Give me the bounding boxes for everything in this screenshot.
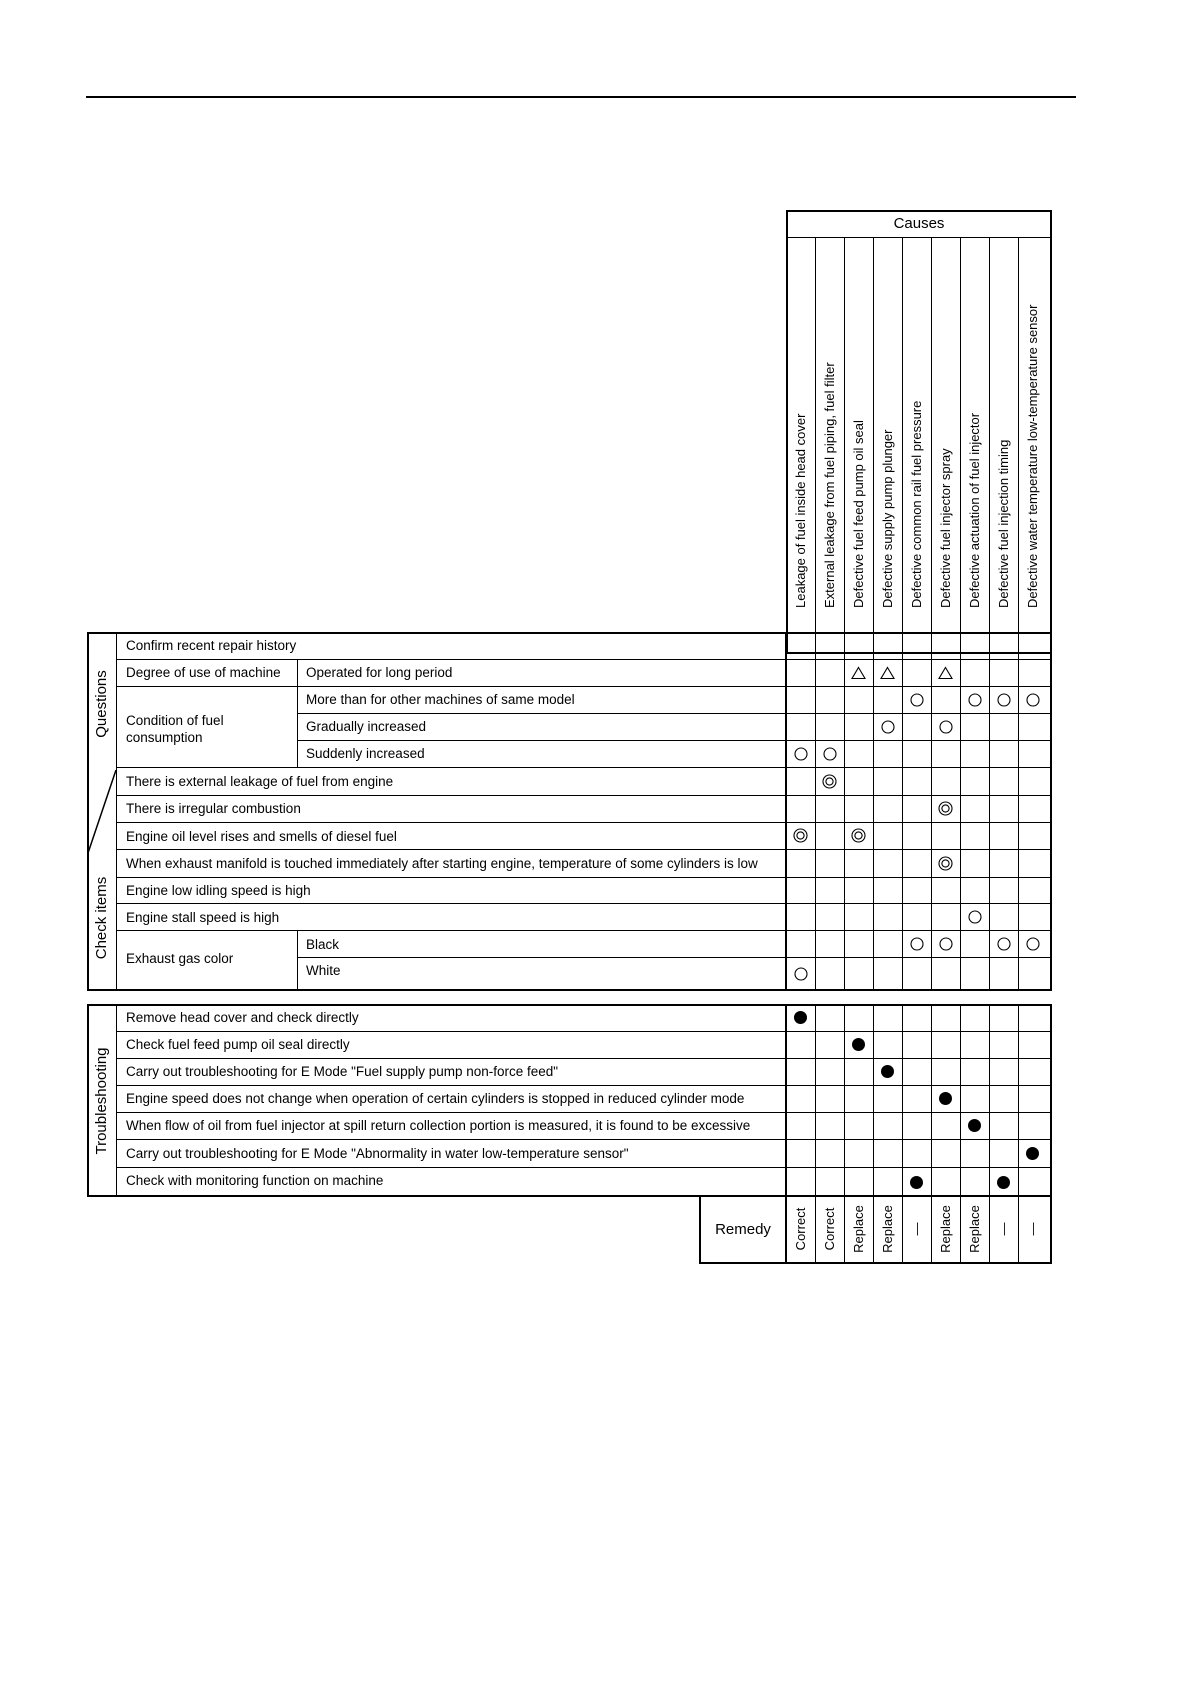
cause-label-5: Defective common rail fuel pressure bbox=[908, 400, 924, 608]
row-label-external-leakage: There is external leakage of fuel from engine bbox=[126, 774, 394, 789]
upper-circle-mark bbox=[960, 686, 989, 713]
ts-label-remove-head-cover: Remove head cover and check directly bbox=[126, 1010, 359, 1025]
upper-circle-mark bbox=[902, 930, 931, 957]
group-subcolumn-divider bbox=[297, 930, 298, 991]
row-label-more-than-other-machines: More than for other machines of same model bbox=[306, 692, 575, 707]
remedy-label-5: — bbox=[908, 1222, 924, 1236]
troubleshooting-row-divider bbox=[116, 1139, 1052, 1140]
row-label-black: Black bbox=[306, 937, 340, 952]
upper-circle-mark bbox=[873, 713, 902, 740]
troubleshooting-dot-mark bbox=[989, 1167, 1018, 1197]
ts-label-check-oil-seal: Check fuel feed pump oil seal directly bbox=[126, 1037, 350, 1052]
remedy-title: Remedy bbox=[715, 1221, 771, 1238]
remedy-label-4: Replace bbox=[879, 1205, 895, 1253]
upper-circle-mark bbox=[989, 686, 1018, 713]
troubleshooting-section-label: Troubleshooting bbox=[93, 1047, 110, 1155]
upper-row-divider bbox=[297, 740, 1052, 741]
upper-row-divider bbox=[116, 903, 1052, 904]
cause-label-1: Leakage of fuel inside head cover bbox=[792, 413, 808, 608]
cause-label-9: Defective water temperature low-temperature sensor bbox=[1024, 304, 1040, 608]
upper-row-divider bbox=[116, 877, 1052, 878]
cause-label-8: Defective fuel injection timing bbox=[995, 439, 1011, 608]
troubleshooting-dot-mark bbox=[873, 1058, 902, 1085]
troubleshooting-row-divider bbox=[116, 1031, 1052, 1032]
cause-column-divider bbox=[902, 237, 903, 654]
upper-double-mark bbox=[931, 849, 960, 877]
row-label-oil-level-rises: Engine oil level rises and smells of diesel fuel bbox=[126, 829, 397, 844]
troubleshooting-column-divider bbox=[815, 1004, 816, 1264]
upper-double-mark bbox=[931, 795, 960, 822]
troubleshooting-row-divider bbox=[116, 1058, 1052, 1059]
row-label-operated-long-period: Operated for long period bbox=[306, 665, 453, 680]
group-label-exhaust-gas-color: Exhaust gas color bbox=[126, 951, 234, 966]
remedy-label-3: Replace bbox=[850, 1205, 866, 1253]
ts-label-water-low-temp-sensor: Carry out troubleshooting for E Mode "Abnormality in water low-temperature sensor" bbox=[126, 1146, 629, 1161]
causes-title: Causes bbox=[893, 215, 945, 232]
troubleshooting-row-divider bbox=[116, 1112, 1052, 1113]
cause-label-4: Defective supply pump plunger bbox=[879, 429, 895, 608]
troubleshooting-label-column-divider bbox=[785, 1004, 787, 1197]
upper-double-mark bbox=[844, 822, 873, 849]
upper-circle-mark bbox=[815, 740, 844, 767]
upper-circle-mark bbox=[902, 686, 931, 713]
row-label-repair-history: Confirm recent repair history bbox=[126, 638, 297, 653]
upper-double-mark bbox=[786, 822, 815, 849]
header-rule bbox=[86, 96, 1076, 98]
upper-row-divider bbox=[297, 957, 1052, 958]
row-label-low-idling-high: Engine low idling speed is high bbox=[126, 883, 311, 898]
troubleshooting-dot-mark bbox=[902, 1167, 931, 1197]
row-label-suddenly-increased: Suddenly increased bbox=[306, 746, 425, 761]
upper-row-divider bbox=[116, 659, 1052, 660]
remedy-label-2: Correct bbox=[821, 1207, 837, 1251]
upper-circle-mark bbox=[1018, 930, 1047, 957]
upper-circle-mark bbox=[786, 740, 815, 767]
upper-circle-mark bbox=[931, 930, 960, 957]
troubleshooting-column-divider bbox=[902, 1004, 903, 1264]
troubleshooting-dot-mark bbox=[786, 1004, 815, 1031]
ts-label-supply-pump-non-force-feed: Carry out troubleshooting for E Mode "Fuel supply pump non-force feed" bbox=[126, 1064, 559, 1079]
row-label-irregular-combustion: There is irregular combustion bbox=[126, 801, 301, 816]
remedy-label-7: Replace bbox=[966, 1205, 982, 1253]
troubleshooting-row-divider bbox=[116, 1085, 1052, 1086]
upper-circle-mark bbox=[786, 957, 815, 991]
cause-column-divider bbox=[960, 237, 961, 654]
remedy-label-6: Replace bbox=[937, 1205, 953, 1253]
upper-circle-mark bbox=[1018, 686, 1047, 713]
ts-label-spill-return-flow: When flow of oil from fuel injector at spill return collection portion is measured, it is found to be excessive bbox=[126, 1118, 751, 1133]
row-label-white: White bbox=[306, 963, 341, 978]
troubleshooting-column-divider bbox=[1018, 1004, 1019, 1264]
cause-label-2: External leakage from fuel piping, fuel filter bbox=[821, 362, 837, 608]
group-label-degree-of-use: Degree of use of machine bbox=[126, 665, 281, 680]
upper-row-divider bbox=[116, 822, 1052, 823]
troubleshooting-column-divider bbox=[931, 1004, 932, 1264]
upper-triangle-mark bbox=[931, 659, 960, 686]
upper-row-divider bbox=[116, 767, 1052, 768]
troubleshooting-dot-mark bbox=[960, 1112, 989, 1139]
cause-column-divider bbox=[815, 237, 816, 654]
upper-row-divider bbox=[116, 849, 1052, 850]
upper-circle-mark bbox=[931, 713, 960, 740]
remedy-label-1: Correct bbox=[792, 1207, 808, 1251]
troubleshooting-dot-mark bbox=[844, 1031, 873, 1058]
row-label-stall-speed-high: Engine stall speed is high bbox=[126, 910, 280, 925]
cause-column-divider bbox=[844, 237, 845, 654]
upper-circle-mark bbox=[989, 930, 1018, 957]
check-items-section-label: Check items bbox=[93, 876, 110, 960]
upper-triangle-mark bbox=[844, 659, 873, 686]
ts-label-reduced-cylinder-mode: Engine speed does not change when operation of certain cylinders is stopped in reduced cylinder mode bbox=[126, 1091, 745, 1106]
upper-double-mark bbox=[815, 767, 844, 795]
troubleshooting-dot-mark bbox=[1018, 1139, 1047, 1167]
troubleshooting-section-column-divider bbox=[116, 1004, 117, 1197]
group-subcolumn-divider bbox=[297, 659, 298, 767]
group-label-fuel-consumption: Condition of fuel consumption bbox=[126, 713, 224, 745]
upper-row-divider bbox=[116, 795, 1052, 796]
upper-circle-mark bbox=[960, 903, 989, 930]
cause-column-divider bbox=[873, 237, 874, 654]
remedy-label-8: — bbox=[995, 1222, 1011, 1236]
ts-label-monitoring-function: Check with monitoring function on machine bbox=[126, 1173, 384, 1188]
cause-label-3: Defective fuel feed pump oil seal bbox=[850, 420, 866, 608]
cause-label-6: Defective fuel injector spray bbox=[937, 448, 953, 608]
cause-column-divider bbox=[989, 237, 990, 654]
row-label-exhaust-manifold-temperature: When exhaust manifold is touched immediately after starting engine, temperature of some cylinders is low bbox=[126, 856, 758, 871]
row-label-gradually-increased: Gradually increased bbox=[306, 719, 427, 734]
cause-column-divider bbox=[1018, 237, 1019, 654]
cause-column-divider bbox=[931, 237, 932, 654]
remedy-label-9: — bbox=[1024, 1222, 1040, 1236]
questions-section-label: Questions bbox=[93, 670, 110, 738]
troubleshooting-column-divider bbox=[989, 1004, 990, 1264]
troubleshooting-dot-mark bbox=[931, 1085, 960, 1112]
upper-triangle-mark bbox=[873, 659, 902, 686]
cause-label-7: Defective actuation of fuel injector bbox=[966, 412, 982, 608]
troubleshooting-column-divider bbox=[873, 1004, 874, 1264]
